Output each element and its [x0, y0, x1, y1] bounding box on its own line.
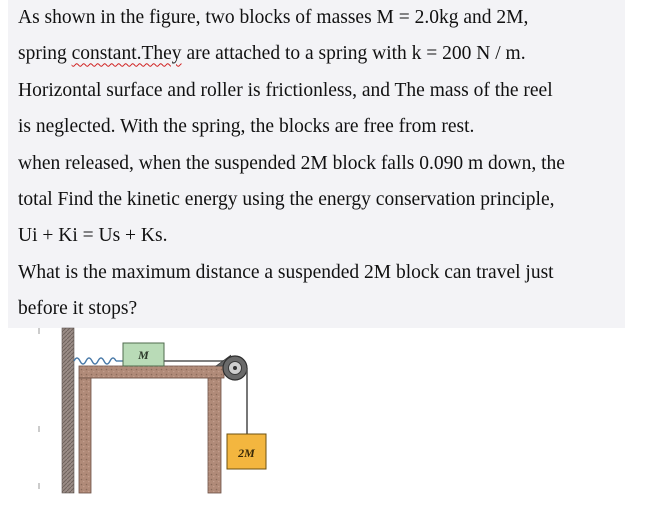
problem-line-9: before it stops?	[8, 291, 625, 327]
problem-line-2-prefix: spring	[18, 43, 72, 65]
problem-text	[8, 0, 625, 328]
block-m-label: M	[138, 348, 149, 362]
problem-line-3: Horizontal surface and roller is frictionless, and The mass of the reel	[8, 73, 625, 109]
problem-line-8: What is the maximum distance a suspended 2M block can travel just	[8, 255, 625, 291]
problem-line-2-rest: are attached to a spring with k = 200 N / m.	[186, 43, 526, 65]
problem-line-6: total Find the kinetic energy using the energy conservation principle,	[8, 182, 625, 218]
table	[79, 366, 224, 493]
problem-line-4: is neglected. With the spring, the blocks are free from rest.	[8, 109, 625, 145]
spring	[74, 358, 116, 364]
block-2m-label: 2M	[238, 446, 255, 460]
spellcheck-underlined-word: constant.They	[71, 43, 182, 65]
physics-figure	[35, 323, 275, 498]
wall	[62, 328, 74, 493]
problem-line-1: As shown in the figure, two blocks of masses M = 2.0kg and 2M,	[8, 0, 625, 36]
problem-line-5: when released, when the suspended 2M block falls 0.090 m down, the	[8, 146, 625, 182]
pulley-icon	[223, 356, 247, 380]
problem-line-2	[8, 36, 625, 72]
problem-line-7: Ui + Ki = Us + Ks.	[8, 218, 625, 254]
